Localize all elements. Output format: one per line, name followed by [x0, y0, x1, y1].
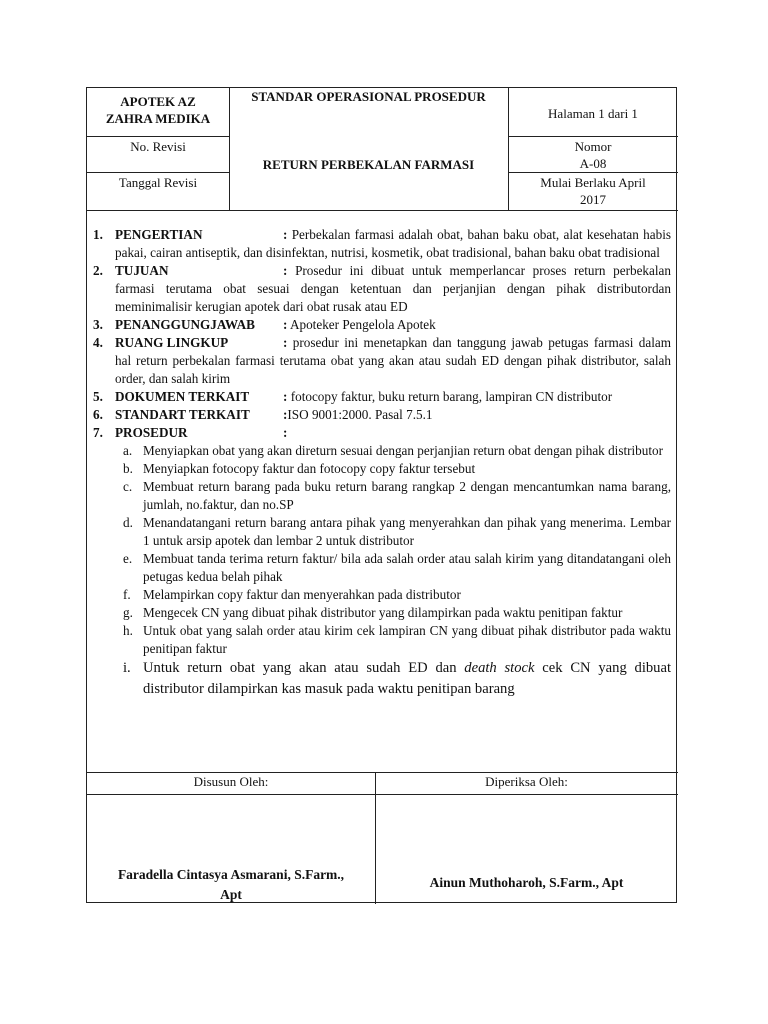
procedure-item-last: i. Untuk return obat yang akan atau sudah ED dan death stock cek CN yang dibuat distributor dilampirkan kas masuk pada waktu penitipan barang: [123, 660, 671, 697]
section-item: [93, 262, 671, 316]
procedure-letter: f.: [123, 587, 131, 602]
section-title: PENGERTIAN: [115, 227, 203, 242]
procedure-letter: c.: [123, 479, 133, 494]
prepared-by-name: Faradella Cintasya Asmarani, S.Farm., Apt: [117, 867, 345, 902]
procedure-text: Untuk obat yang salah order atau kirim cek lampiran CN yang dibuat pihak distributor pada waktu penitipan faktur: [143, 623, 671, 656]
doc-number: Nomor A-08: [574, 139, 612, 171]
effective-date: Mulai Berlaku April 2017: [540, 175, 646, 207]
procedure-text: Membuat tanda terima return faktur/ bila ada salah order atau salah kirim yang ditandatangani oleh petugas kedua belah pihak: [143, 551, 671, 584]
section-title: STANDART TERKAIT: [115, 407, 250, 422]
section-item: [93, 334, 671, 388]
section-number: 4.: [93, 335, 103, 350]
section-separator: :: [283, 227, 288, 242]
procedure-text: Menyiapkan fotocopy faktur dan fotocopy copy faktur tersebut: [143, 461, 476, 476]
company-name: APOTEK AZ ZAHRA MEDIKA: [105, 94, 211, 126]
procedure-item: [93, 442, 671, 460]
doc-title: RETURN PERBEKALAN FARMASI: [262, 157, 475, 172]
procedure-text: Menandatangani return barang antara pihak yang menyerahkan dan pihak yang menerima. Lembar 1 untuk arsip apotek dan lembar 2 untuk distributor: [143, 515, 671, 548]
section-title: RUANG LINGKUP: [115, 335, 229, 350]
procedure-text: Membuat return barang pada buku return barang rangkap 2 dengan mencantumkan nama barang, jumlah, no.faktur, dan no.SP: [143, 479, 671, 512]
header-rule-left-2: [87, 172, 229, 173]
procedure-item: [93, 622, 671, 658]
section-item: [93, 406, 671, 424]
procedure-text: Melampirkan copy faktur dan menyerahkan pada distributor: [143, 587, 461, 602]
checked-by-name: Ainun Muthoharoh, S.Farm., Apt: [429, 875, 624, 890]
section-text: ISO 9001:2000. Pasal 7.5.1: [287, 407, 433, 422]
section-separator: :: [283, 407, 288, 422]
checked-by-label: Diperiksa Oleh:: [485, 774, 568, 789]
prepared-by-label: Disusun Oleh:: [193, 774, 269, 789]
procedure-letter: e.: [123, 551, 133, 566]
header-rule-right-2: [508, 172, 678, 173]
section-separator: :: [283, 263, 288, 278]
section-text: Prosedur ini dibuat untuk memperlancar proses return perbekalan farmasi terutama obat sesuai dengan ketentuan dan perjanjian dengan pihak distributordan meminimalisir kerugian apotek dari obat rusak atau ED: [115, 263, 671, 314]
procedure-letter: b.: [123, 461, 133, 476]
procedure-item: [93, 514, 671, 550]
page-info: Halaman 1 dari 1: [548, 106, 638, 121]
procedure-letter: g.: [123, 605, 133, 620]
header-divider-left: [229, 88, 230, 210]
sop-document: [86, 87, 677, 903]
section-item: [93, 388, 671, 406]
section-title: DOKUMEN TERKAIT: [115, 389, 250, 404]
sop-content: [93, 226, 671, 700]
section-separator: :: [283, 317, 288, 332]
section-text: fotocopy faktur, buku return barang, lampiran CN distributor: [287, 389, 613, 404]
procedure-letter: a.: [123, 443, 133, 458]
section-number: 5.: [93, 389, 103, 404]
section-list: [93, 226, 671, 442]
section-separator: :: [283, 389, 288, 404]
section-text: Apoteker Pengelola Apotek: [287, 317, 436, 332]
procedure-item: [93, 604, 671, 622]
section-text: prosedur ini menetapkan dan tanggung jawab petugas farmasi dalam hal return perbekalan farmasi terutama obat yang akan atau sudah ED dengan pihak distributor, salah order, dan salah kirim: [115, 335, 671, 386]
section-separator: :: [283, 425, 288, 440]
section-separator: :: [283, 335, 288, 350]
revision-label: No. Revisi: [130, 139, 186, 154]
section-title: PROSEDUR: [115, 425, 188, 440]
procedure-item: [93, 460, 671, 478]
procedure-list: [93, 442, 671, 658]
section-title: TUJUAN: [115, 263, 169, 278]
section-item: [93, 226, 671, 262]
section-number: 6.: [93, 407, 103, 422]
section-title: PENANGGUNGJAWAB: [115, 317, 255, 332]
section-number: 7.: [93, 425, 103, 440]
header-rule-right: [508, 136, 678, 137]
section-number: 2.: [93, 263, 103, 278]
procedure-letter: d.: [123, 515, 133, 530]
header-bottom-rule: [87, 210, 678, 211]
section-text: Perbekalan farmasi adalah obat, bahan baku obat, alat kesehatan habis pakai, cairan antiseptik, dan disinfektan, nutrisi, kosmetik, obat tradisional, bahan baku obat tradisional: [115, 227, 671, 260]
revision-date-label: Tanggal Revisi: [118, 175, 198, 190]
procedure-item: [93, 586, 671, 604]
section-number: 3.: [93, 317, 103, 332]
section-number: 1.: [93, 227, 103, 242]
header-rule-left: [87, 136, 229, 137]
procedure-text: Menyiapkan obat yang akan direturn sesuai dengan perjanjian return obat dengan pihak distributor: [143, 443, 664, 458]
procedure-letter: i.: [123, 660, 131, 676]
signature-top-rule: [87, 772, 678, 773]
signature-label-rule: [87, 794, 678, 795]
procedure-letter: h.: [123, 623, 133, 638]
section-item: [93, 316, 671, 334]
procedure-item: [93, 550, 671, 586]
procedure-text: Mengecek CN yang dibuat pihak distributor yang dilampirkan pada waktu penitipan faktur: [143, 605, 623, 620]
section-item: [93, 424, 671, 442]
doc-type: STANDAR OPERASIONAL PROSEDUR: [251, 89, 486, 104]
procedure-item: [93, 478, 671, 514]
